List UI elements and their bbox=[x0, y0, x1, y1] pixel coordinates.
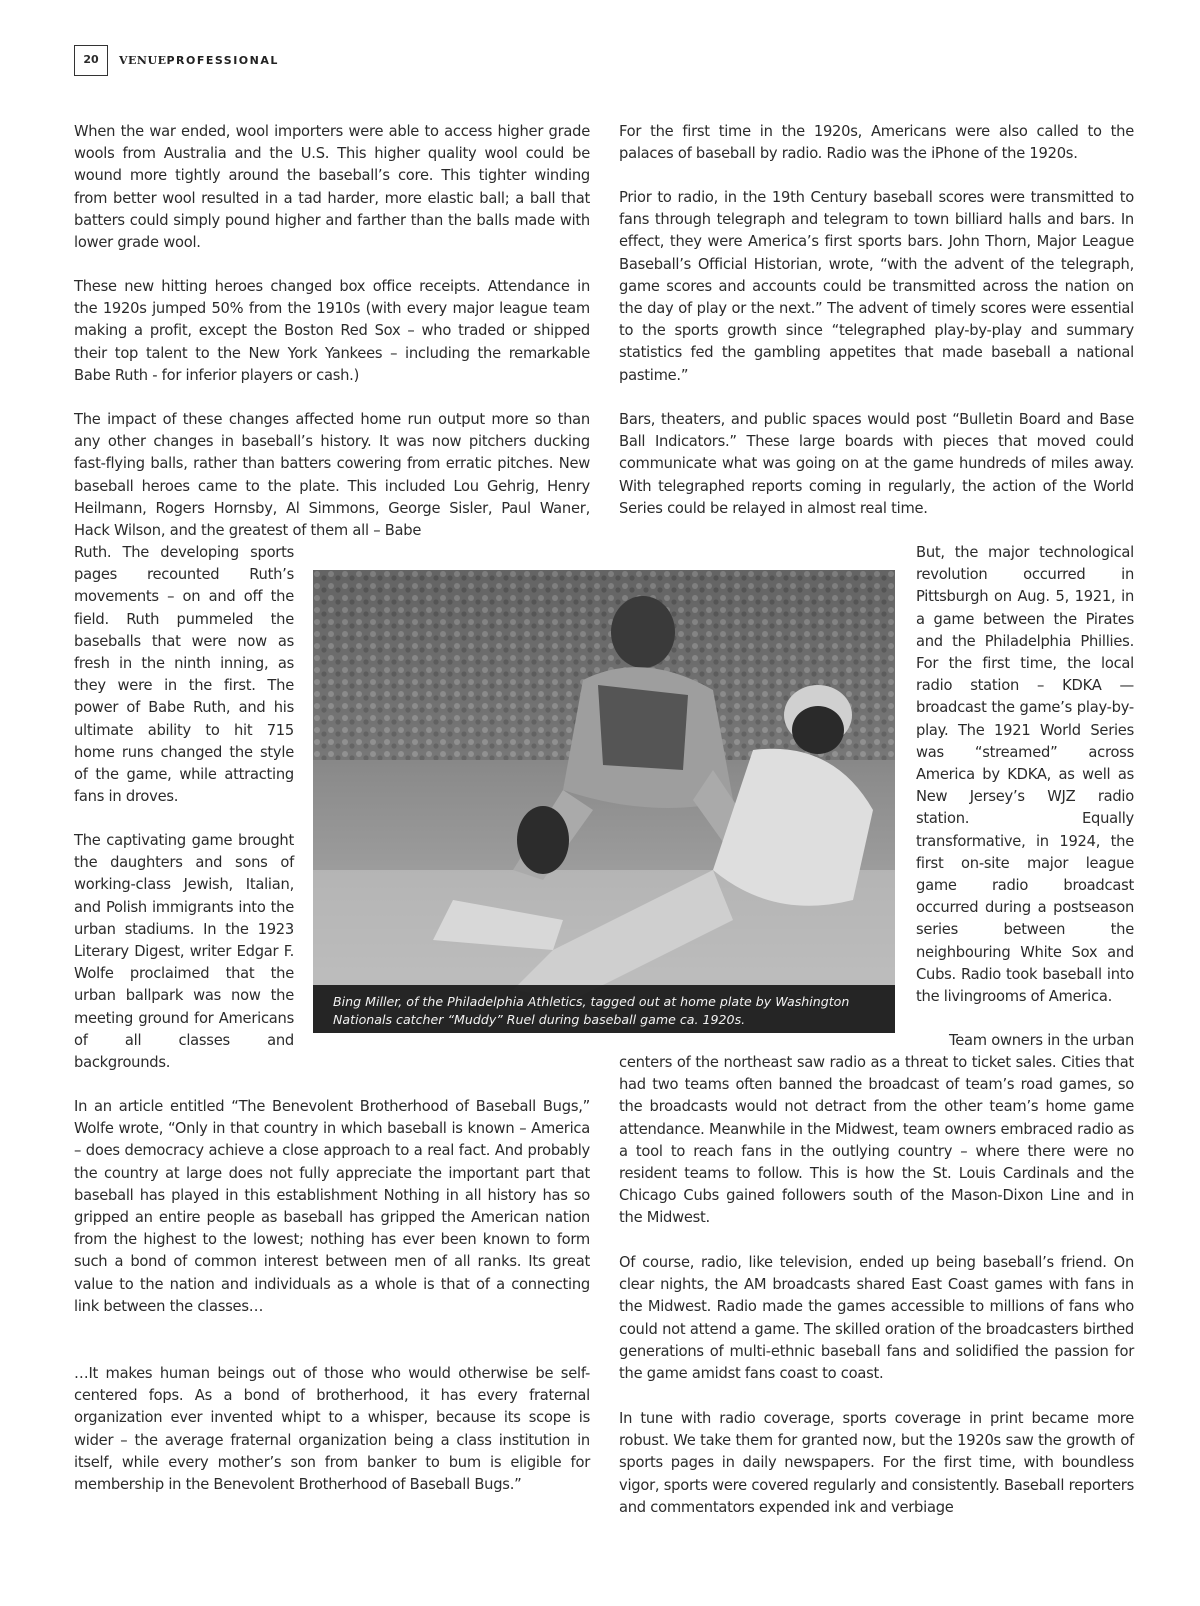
left-paragraph-3: The impact of these changes affected home run output more so than any other changes in baseball’s history. It was now pitchers ducking fast-flying balls, rather than batters cowering from erratic pitches. New baseball heroes came to the plate. This included Lou Gehrig, Henry Heilmann, Rogers Hornsby, Al Simmons, George Sisler, Paul Waner, Hack Wilson, and the greatest of them all – Babe bbox=[74, 411, 590, 540]
right-paragraph-5-start: Team owners in the urban bbox=[949, 1032, 1134, 1049]
right-paragraph-4: But, the major technological revolution occurred in Pittsburgh on Aug. 5, 1921, in a game between the Pirates and the Philadelphia Phillies. For the first time, the local radio station – KDKA — broadcast the game’s play-by-play. The 1921 World Series was “streamed” across America by KDKA, as well as New Jersey’s WJZ radio station. Equally transformative, in 1924, the first on-site major league game radio broadcast occurred during a postseason series between the neighbouring White Sox and Cubs. Radio took baseball into the livingrooms of America. bbox=[916, 544, 1134, 1006]
left-paragraph-6: In an article entitled “The Benevolent Brotherhood of Baseball Bugs,” Wolfe wrote, “Only in that country in which baseball is known – America – does democracy achieve a close approach to a real fact. And probably the country at large does not fully appreciate the important part that baseball has played in this establishment Nothing in all history has so gripped an entire people as baseball has gripped the American nation from the highest to the lowest; nothing has ever been known to form such a bond of common interest between men of all ranks. Its great value to the nation and individuals as a whole is that of a connecting link between the classes… bbox=[74, 1098, 590, 1315]
left-paragraph-2: These new hitting heroes changed box office receipts. Attendance in the 1920s jumped 50% from the 1910s (with every major league team making a profit, except the Boston Red Sox – who traded or shipped their top talent to the New York Yankees – including the remarkable Babe Ruth - for inferior players or cash.) bbox=[74, 278, 590, 384]
right-paragraph-7: In tune with radio coverage, sports coverage in print became more robust. We take them for granted now, but the 1920s saw the growth of sports pages in daily newspapers. For the first time, with boundless vigor, sports were covered regularly and consistently. Baseball reporters and commentators expended ink and verbiage bbox=[619, 1410, 1134, 1516]
left-paragraph-4: Ruth. The developing sports pages recounted Ruth’s movements – on and off the field. Ruth pummeled the baseballs that were now as fresh in the ninth inning, as they were in the first. The power of Babe Ruth, and his ultimate ability to hit 715 home runs changed the style of the game, while attracting fans in droves. bbox=[74, 544, 294, 806]
magazine-name bbox=[119, 54, 279, 67]
left-paragraph-7: …It makes human beings out of those who would otherwise be self-centered fops. As a bond of brotherhood, it has every fraternal organization ever invented whipt to a whisper, because its scope is wider – the average fraternal organization being a class institution in itself, while every mother’s son from banker to bum is eligible for membership in the Benevolent Brotherhood of Baseball Bugs.” bbox=[74, 1365, 590, 1494]
left-paragraph-5: The captivating game brought the daughters and sons of working-class Jewish, Italian, and Polish immigrants into the urban stadiums. In the 1923 Literary Digest, writer Edgar F. Wolfe proclaimed that the urban ballpark was now the meeting ground for Americans of all classes and backgrounds. bbox=[74, 832, 294, 1072]
baseball-photo bbox=[313, 570, 895, 1033]
photo-caption: Bing Miller, of the Philadelphia Athletics, tagged out at home plate by Washington Nationals catcher “Muddy” Ruel during baseball game ca. 1920s. bbox=[313, 985, 895, 1033]
right-paragraph-1: For the first time in the 1920s, Americans were also called to the palaces of baseball by radio. Radio was the iPhone of the 1920s. bbox=[619, 123, 1134, 163]
right-paragraph-2: Prior to radio, in the 19th Century baseball scores were transmitted to fans through telegraph and telegram to town billiard halls and bars. In effect, they were America’s first sports bars. John Thorn, Major League Baseball’s Official Historian, wrote, “with the advent of the telegraph, game scores and accounts could be transmitted across the nation on the day of play or the next.” The advent of timely scores were essential to the sports growth since “telegraphed play-by-play and summary statistics fed the gambling appetites that made baseball a national pastime.” bbox=[619, 189, 1134, 384]
right-paragraph-6: Of course, radio, like television, ended up being baseball’s friend. On clear nights, the AM broadcasts shared East Coast games with fans in the Midwest. Radio made the games accessible to millions of fans who could not attend a game. The skilled oration of the broadcasters birthed generations of multi-ethnic baseball fans and solidified the passion for the game amidst fans coast to coast. bbox=[619, 1254, 1134, 1383]
right-paragraph-5: centers of the northeast saw radio as a threat to ticket sales. Cities that had two teams often banned the broadcast of team’s road games, so the broadcasts would not detract from the other team’s home game attendance. Meanwhile in the Midwest, team owners embraced radio as a tool to reach fans in the outlying country – where there were no resident teams to follow. This is how the St. Louis Cardinals and the Chicago Cubs gained followers south of the Mason-Dixon Line and in the Midwest. bbox=[619, 1054, 1134, 1227]
magazine-name-rest: PROFESSIONAL bbox=[166, 54, 279, 67]
left-paragraph-1: When the war ended, wool importers were able to access higher grade wools from Australia and the U.S. This higher quality wool could be wound more tightly around the baseball’s core. This tighter winding from better wool resulted in a tad harder, more elastic ball; a ball that batters could simply pound higher and farther than the balls made with lower grade wool. bbox=[74, 123, 590, 252]
right-paragraph-3: Bars, theaters, and public spaces would post “Bulletin Board and Base Ball Indicators.” These large boards with pieces that moved could communicate what was going on at the game hundreds of miles away. With telegraphed reports coming in regularly, the action of the World Series could be relayed in almost real time. bbox=[619, 411, 1134, 517]
magazine-name-bold: VENUE bbox=[119, 54, 167, 67]
photo-illustration bbox=[313, 570, 895, 1033]
page-number: 20 bbox=[74, 45, 108, 76]
